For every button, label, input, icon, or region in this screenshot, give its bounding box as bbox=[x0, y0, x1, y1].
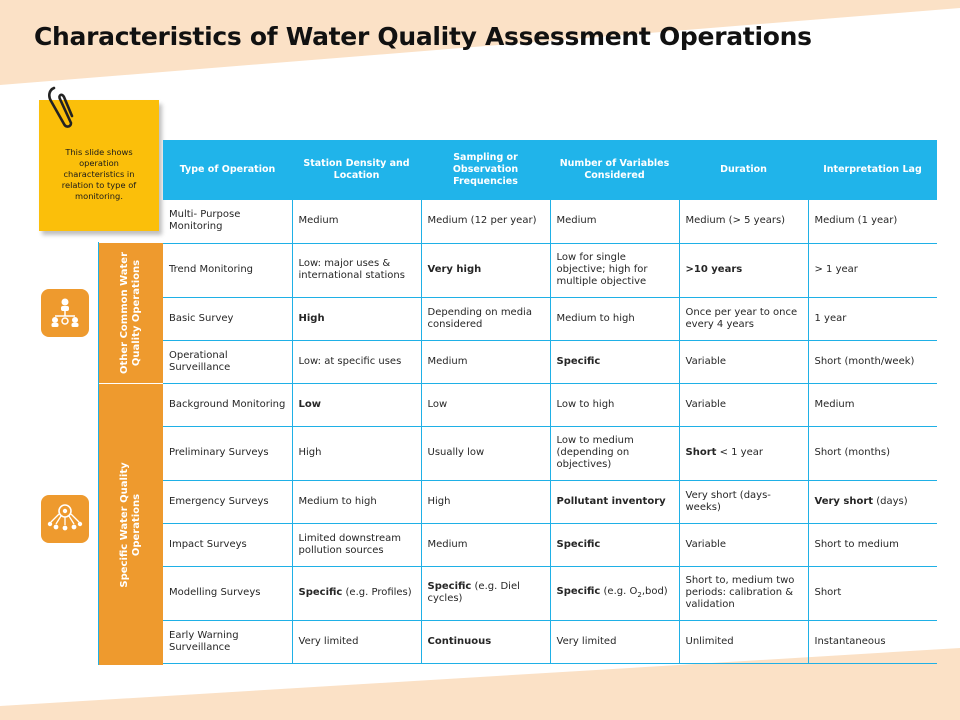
table-cell: Very limited bbox=[550, 620, 679, 663]
table-header-row bbox=[163, 140, 937, 200]
table-cell: Medium bbox=[550, 200, 679, 243]
table-cell: > 1 year bbox=[808, 243, 937, 297]
table-cell: Unlimited bbox=[679, 620, 808, 663]
table-cell: Low bbox=[421, 383, 550, 426]
table-cell: >10 years bbox=[679, 243, 808, 297]
table-cell: Low: at specific uses bbox=[292, 340, 421, 383]
table-cell: Depending on media considered bbox=[421, 297, 550, 340]
table-row bbox=[163, 426, 937, 480]
table-row bbox=[163, 523, 937, 566]
table-cell: Limited downstream pollution sources bbox=[292, 523, 421, 566]
table-cell: Specific bbox=[550, 523, 679, 566]
table-cell: Short to medium bbox=[808, 523, 937, 566]
operations-table bbox=[163, 140, 937, 664]
table-cell: Impact Surveys bbox=[163, 523, 292, 566]
table-left-border bbox=[98, 242, 99, 665]
table-row bbox=[163, 480, 937, 523]
table-cell: Short to, medium two periods: calibration & validation bbox=[679, 566, 808, 620]
table-cell: Medium to high bbox=[550, 297, 679, 340]
header-sampling: Sampling or Observation Frequencies bbox=[421, 140, 550, 200]
table-cell: Preliminary Surveys bbox=[163, 426, 292, 480]
table-cell: High bbox=[292, 426, 421, 480]
table-cell: Variable bbox=[679, 340, 808, 383]
table-cell: Very limited bbox=[292, 620, 421, 663]
table-cell: Medium bbox=[808, 383, 937, 426]
table-cell: Medium to high bbox=[292, 480, 421, 523]
table-cell: Medium bbox=[292, 200, 421, 243]
table-row bbox=[163, 383, 937, 426]
table-cell: Medium bbox=[421, 523, 550, 566]
table-cell: Very short (days) bbox=[808, 480, 937, 523]
table-cell: Medium (> 5 years) bbox=[679, 200, 808, 243]
table-cell: Specific (e.g. Profiles) bbox=[292, 566, 421, 620]
header-station: Station Density and Location bbox=[292, 140, 421, 200]
table-cell: Pollutant inventory bbox=[550, 480, 679, 523]
table-row bbox=[163, 243, 937, 297]
table-cell: Low bbox=[292, 383, 421, 426]
header-type: Type of Operation bbox=[163, 140, 292, 200]
table-cell: Basic Survey bbox=[163, 297, 292, 340]
group-label-common bbox=[99, 242, 163, 383]
table-cell: Medium (12 per year) bbox=[421, 200, 550, 243]
table-row bbox=[163, 566, 937, 620]
table-cell: Specific bbox=[550, 340, 679, 383]
group-label-text: Specific Water Quality Operations bbox=[119, 461, 142, 588]
table-cell: Specific (e.g. $O_2,bod$) bbox=[550, 566, 679, 620]
group-label-text: Other Common Water Quality Operations bbox=[119, 251, 142, 375]
table-row bbox=[163, 620, 937, 663]
table-cell: Low for single objective; high for multiple objective bbox=[550, 243, 679, 297]
table-cell: Emergency Surveys bbox=[163, 480, 292, 523]
table-cell: Medium bbox=[421, 340, 550, 383]
table-cell: Early Warning Surveillance bbox=[163, 620, 292, 663]
table-cell: High bbox=[421, 480, 550, 523]
header-duration: Duration bbox=[679, 140, 808, 200]
table-cell: Instantaneous bbox=[808, 620, 937, 663]
table-cell: Trend Monitoring bbox=[163, 243, 292, 297]
table-cell: Short bbox=[808, 566, 937, 620]
paperclip-icon bbox=[46, 84, 76, 134]
table-cell: Usually low bbox=[421, 426, 550, 480]
table-cell: Variable bbox=[679, 383, 808, 426]
table-cell: Once per year to once every 4 years bbox=[679, 297, 808, 340]
table-cell: Medium (1 year) bbox=[808, 200, 937, 243]
note-text: This slide shows operation characteristics in relation to type of monitoring. bbox=[61, 147, 137, 201]
table-row bbox=[163, 297, 937, 340]
table-cell: Very short (days-weeks) bbox=[679, 480, 808, 523]
table-cell: Short < 1 year bbox=[679, 426, 808, 480]
table-cell: Variable bbox=[679, 523, 808, 566]
table-cell: Short (month/week) bbox=[808, 340, 937, 383]
target-network-icon bbox=[41, 495, 89, 543]
table-cell: Specific (e.g. Diel cycles) bbox=[421, 566, 550, 620]
table-cell: Short (months) bbox=[808, 426, 937, 480]
table-row bbox=[163, 200, 937, 243]
table-cell: Background Monitoring bbox=[163, 383, 292, 426]
table-cell: Low to medium (depending on objectives) bbox=[550, 426, 679, 480]
table-cell: Very high bbox=[421, 243, 550, 297]
header-variables: Number of Variables Considered bbox=[550, 140, 679, 200]
header-lag: Interpretation Lag bbox=[808, 140, 937, 200]
hierarchy-team-icon bbox=[41, 289, 89, 337]
table-cell: Operational Surveillance bbox=[163, 340, 292, 383]
table-row bbox=[163, 340, 937, 383]
table-cell: Low: major uses & international stations bbox=[292, 243, 421, 297]
table-cell: 1 year bbox=[808, 297, 937, 340]
table-cell: Modelling Surveys bbox=[163, 566, 292, 620]
table-cell: Multi- Purpose Monitoring bbox=[163, 200, 292, 243]
table-cell: Low to high bbox=[550, 383, 679, 426]
table-cell: Continuous bbox=[421, 620, 550, 663]
page-title: Characteristics of Water Quality Assessment Operations bbox=[34, 22, 812, 51]
table-cell: High bbox=[292, 297, 421, 340]
group-label-specific bbox=[99, 383, 163, 665]
